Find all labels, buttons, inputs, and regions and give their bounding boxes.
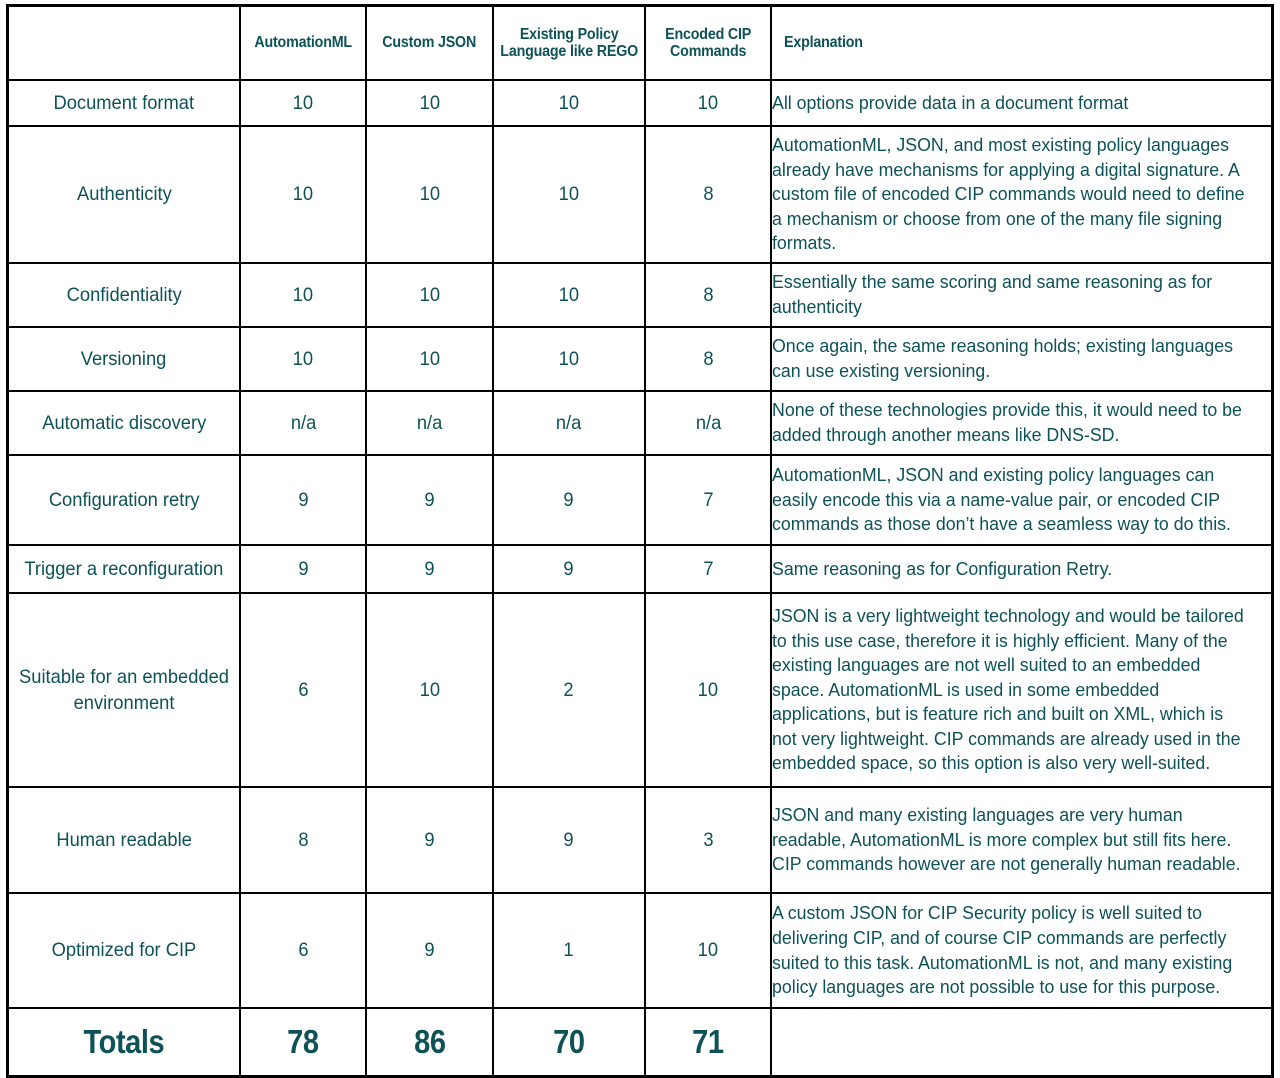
score-document-format-existing-policy: [493, 80, 645, 126]
score-value: 10: [292, 347, 314, 370]
score-automatic-discovery-encoded-cip: [645, 391, 771, 455]
criteria-label: Document format: [53, 91, 195, 114]
table-row: [8, 263, 1273, 327]
row-criteria-suitable-embedded: [8, 593, 241, 787]
score-value: 8: [298, 828, 309, 851]
table-row: [8, 391, 1273, 455]
score-human-readable-custom-json: [366, 787, 492, 893]
column-header-custom-json: [371, 6, 487, 81]
score-value: n/a: [556, 411, 582, 434]
score-human-readable-automationml: [240, 787, 366, 893]
score-value: 9: [424, 939, 435, 961]
explanation-text: AutomationML, JSON, and most existing policy languages already have mechanisms for applying a digital signature. A custom file of encoded CIP commands would need to define a mechanism or choose from one of the many file signing formats.: [772, 134, 1245, 254]
row-criteria-optimized-for-cip: [8, 893, 241, 1008]
score-value: 9: [424, 488, 435, 511]
score-trigger-reconfiguration-custom-json: [366, 545, 492, 593]
criteria-label: Configuration retry: [48, 488, 200, 511]
criteria-label: Trigger a reconfiguration: [24, 557, 224, 580]
score-versioning-custom-json: [366, 327, 492, 391]
column-header-explanation: [771, 6, 1272, 81]
score-optimized-for-cip-automationml: [240, 893, 366, 1008]
row-criteria-automatic-discovery: [8, 391, 241, 455]
total-existing-policy: [493, 1008, 645, 1077]
score-authenticity-custom-json: [366, 126, 492, 263]
total-value: 70: [553, 1023, 585, 1060]
criteria-label: Versioning: [81, 347, 167, 370]
totals-label: Totals: [83, 1023, 165, 1060]
score-optimized-for-cip-custom-json: [366, 893, 492, 1008]
explanation-text: Essentially the same scoring and same reasoning as for authenticity: [772, 271, 1213, 317]
score-value: 10: [292, 183, 314, 205]
total-value: 86: [413, 1023, 446, 1060]
score-value: n/a: [695, 411, 721, 434]
score-value: 8: [703, 183, 714, 205]
score-value: 10: [292, 283, 314, 306]
score-value: 10: [558, 347, 580, 370]
row-criteria-configuration-retry: [8, 455, 241, 545]
totals-label-cell: [8, 1008, 241, 1077]
explanation-trigger-reconfiguration: [771, 545, 1272, 593]
score-automatic-discovery-custom-json: [366, 391, 492, 455]
score-value: 6: [298, 939, 309, 961]
total-custom-json: [366, 1008, 492, 1077]
column-header-criteria: [17, 6, 231, 81]
score-value: 10: [558, 183, 580, 205]
table-row: [8, 893, 1273, 1008]
score-value: 10: [419, 283, 440, 306]
row-criteria-authenticity: [8, 126, 241, 263]
score-trigger-reconfiguration-encoded-cip: [645, 545, 771, 593]
score-document-format-encoded-cip: [645, 80, 771, 126]
score-confidentiality-encoded-cip: [645, 263, 771, 327]
score-human-readable-encoded-cip: [645, 787, 771, 893]
explanation-text: JSON is a very lightweight technology and would be tailored to this use case, therefore it is highly efficient. Many of the existing languages are not well suited to an embedded space. AutomationML is used in some embedded applications, but is feature rich and built on XML, which is not very lightweight. CIP commands are already used in the embedded space, so this option is also very well-suited.: [772, 605, 1245, 774]
score-value: 8: [703, 283, 714, 306]
column-header-existing-policy-label: Existing Policy Language like REGO: [499, 25, 638, 60]
score-configuration-retry-existing-policy: [493, 455, 645, 545]
table-row: [8, 327, 1273, 391]
score-human-readable-existing-policy: [493, 787, 645, 893]
row-criteria-confidentiality: [8, 263, 241, 327]
column-header-custom-json-label: Custom JSON: [382, 34, 477, 52]
score-value: 9: [563, 557, 574, 580]
row-criteria-trigger-reconfiguration: [8, 545, 241, 593]
technology-comparison-table: [6, 4, 1274, 1078]
score-value: 9: [563, 488, 574, 511]
explanation-authenticity: [771, 126, 1272, 263]
score-value: 10: [419, 678, 440, 701]
explanation-optimized-for-cip: [771, 893, 1272, 1008]
score-suitable-embedded-automationml: [240, 593, 366, 787]
score-trigger-reconfiguration-automationml: [240, 545, 366, 593]
explanation-text: A custom JSON for CIP Security policy is well suited to delivering CIP, and of course CIP commands are perfectly suited to this task. AutomationML is not, and many existing policy languages are not possible to use for this purpose.: [772, 902, 1233, 998]
explanation-human-readable: [771, 787, 1272, 893]
criteria-label: Automatic discovery: [42, 411, 207, 434]
score-document-format-custom-json: [366, 80, 492, 126]
row-criteria-human-readable: [8, 787, 241, 893]
score-automatic-discovery-automationml: [240, 391, 366, 455]
score-value: 10: [558, 91, 580, 114]
score-versioning-existing-policy: [493, 327, 645, 391]
score-suitable-embedded-existing-policy: [493, 593, 645, 787]
column-header-explanation-label: Explanation: [784, 34, 864, 52]
score-value: 10: [419, 183, 440, 205]
explanation-text: Once again, the same reasoning holds; existing languages can use existing versioning.: [772, 335, 1234, 381]
explanation-text: Same reasoning as for Configuration Retry.: [772, 557, 1113, 579]
table-row: [8, 545, 1273, 593]
column-header-encoded-cip: [650, 6, 766, 81]
criteria-label: Authenticity: [76, 183, 172, 206]
score-value: 2: [563, 678, 574, 701]
table-row: [8, 80, 1273, 126]
score-value: 10: [419, 347, 440, 370]
column-header-existing-policy: [499, 6, 639, 81]
score-value: 6: [298, 678, 309, 701]
explanation-configuration-retry: [771, 455, 1272, 545]
score-configuration-retry-custom-json: [366, 455, 492, 545]
score-confidentiality-automationml: [240, 263, 366, 327]
table-row: [8, 787, 1273, 893]
score-optimized-for-cip-encoded-cip: [645, 893, 771, 1008]
score-authenticity-automationml: [240, 126, 366, 263]
score-document-format-automationml: [240, 80, 366, 126]
explanation-text: AutomationML, JSON and existing policy languages can easily encode this via a name-value pair, or encoded CIP commands as those don’t have a seamless way to do this.: [772, 464, 1232, 535]
score-value: 10: [292, 91, 314, 114]
table-body: [8, 80, 1273, 1077]
score-value: 1: [563, 939, 574, 961]
criteria-label: Human readable: [56, 828, 192, 851]
explanation-document-format: [771, 80, 1272, 126]
score-configuration-retry-automationml: [240, 455, 366, 545]
totals-explanation-cell: [771, 1008, 1272, 1077]
score-authenticity-existing-policy: [493, 126, 645, 263]
score-value: 9: [563, 828, 574, 851]
score-value: 10: [697, 678, 719, 701]
column-header-automationml-label: AutomationML: [254, 34, 352, 52]
column-header-encoded-cip-label: Encoded CIP Commands: [665, 25, 752, 60]
score-value: n/a: [290, 411, 316, 434]
table-row: [8, 126, 1273, 263]
score-value: 9: [424, 828, 435, 851]
score-suitable-embedded-encoded-cip: [645, 593, 771, 787]
score-versioning-automationml: [240, 327, 366, 391]
score-suitable-embedded-custom-json: [366, 593, 492, 787]
explanation-automatic-discovery: [771, 391, 1272, 455]
score-authenticity-encoded-cip: [645, 126, 771, 263]
criteria-label: Suitable for an embedded environment: [19, 665, 229, 714]
score-trigger-reconfiguration-existing-policy: [493, 545, 645, 593]
criteria-label: Optimized for CIP: [51, 939, 197, 962]
score-value: 10: [558, 283, 580, 306]
table-row: [8, 593, 1273, 787]
explanation-text: All options provide data in a document format: [772, 91, 1129, 113]
score-value: 9: [424, 557, 435, 580]
score-optimized-for-cip-existing-policy: [493, 893, 645, 1008]
score-confidentiality-custom-json: [366, 263, 492, 327]
score-value: 7: [703, 488, 714, 511]
total-automationml: [240, 1008, 366, 1077]
explanation-text: JSON and many existing languages are very human readable, AutomationML is more complex but still fits here. CIP commands however are not generally human readable.: [772, 804, 1241, 875]
row-criteria-document-format: [8, 80, 241, 126]
criteria-label: Confidentiality: [66, 283, 182, 306]
row-criteria-versioning: [8, 327, 241, 391]
score-value: 9: [298, 557, 309, 580]
explanation-confidentiality: [771, 263, 1272, 327]
score-value: n/a: [416, 411, 443, 434]
explanation-versioning: [771, 327, 1272, 391]
explanation-text: None of these technologies provide this, it would need to be added through another means like DNS-SD.: [772, 399, 1243, 445]
score-confidentiality-existing-policy: [493, 263, 645, 327]
header-row: [8, 6, 1273, 81]
score-value: 3: [703, 828, 714, 851]
score-automatic-discovery-existing-policy: [493, 391, 645, 455]
score-value: 10: [419, 91, 440, 114]
score-value: 9: [298, 488, 309, 511]
table-row: [8, 455, 1273, 545]
explanation-suitable-embedded: [771, 593, 1272, 787]
score-value: 10: [697, 939, 719, 961]
totals-row: [8, 1008, 1273, 1077]
score-value: 7: [703, 557, 714, 580]
score-value: 8: [703, 347, 714, 370]
total-encoded-cip: [645, 1008, 771, 1077]
table-header: [8, 6, 1273, 81]
total-value: 71: [692, 1023, 724, 1060]
score-value: 10: [697, 91, 719, 114]
column-header-automationml: [245, 6, 361, 81]
score-versioning-encoded-cip: [645, 327, 771, 391]
total-value: 78: [287, 1023, 319, 1060]
score-configuration-retry-encoded-cip: [645, 455, 771, 545]
